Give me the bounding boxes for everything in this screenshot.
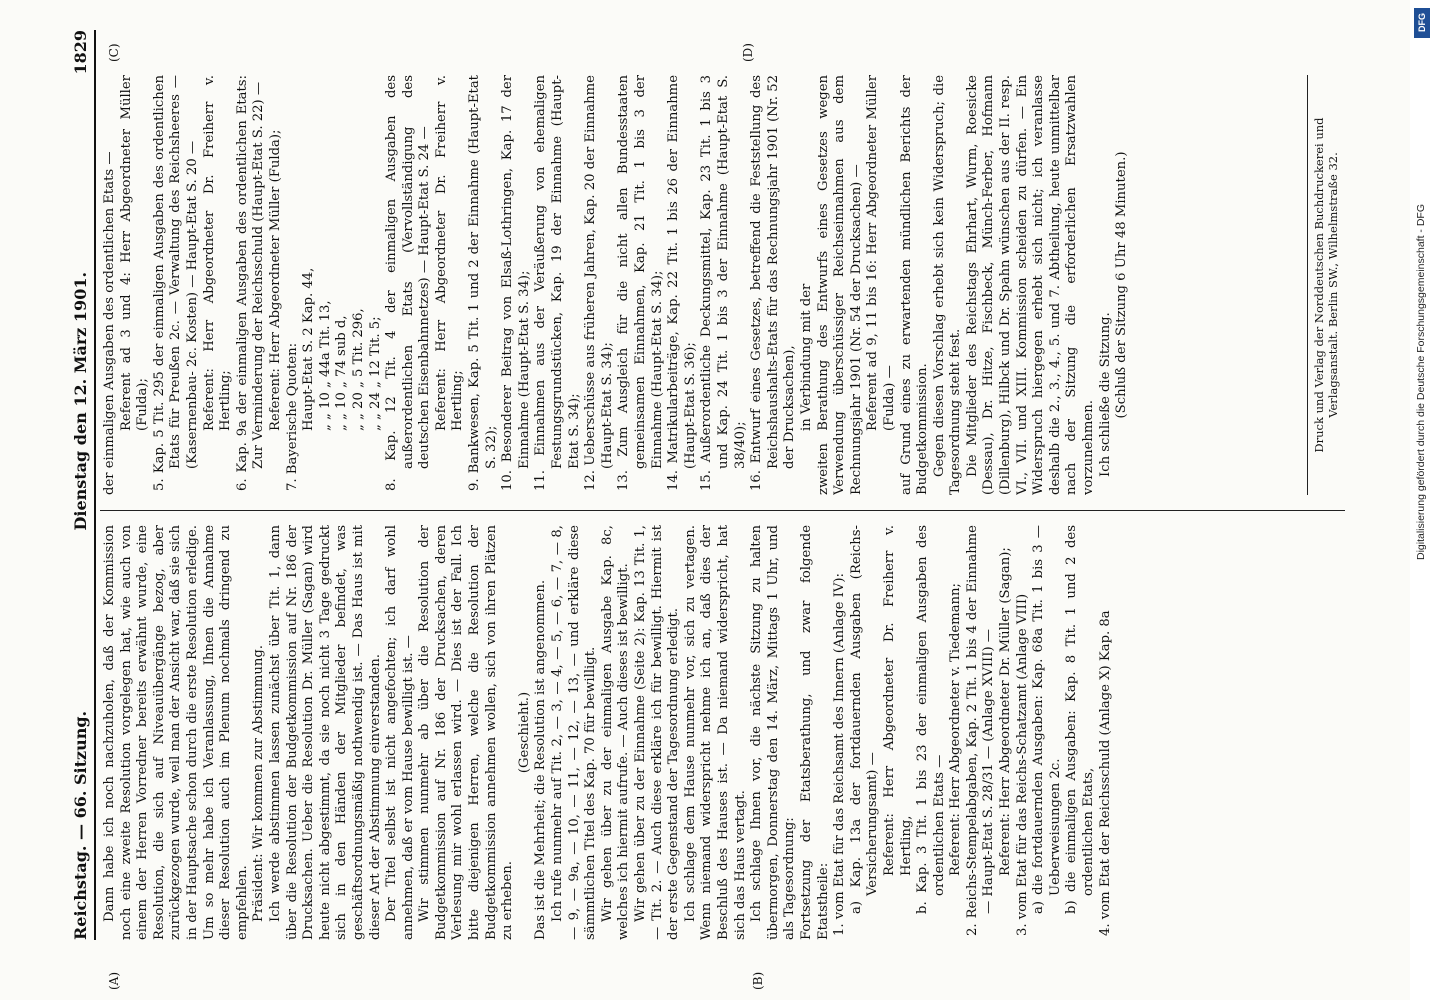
margin-marker-b: (B) xyxy=(751,971,765,990)
margin-marker-d: (D) xyxy=(741,43,755,62)
paragraph: Wir gehen über zu der Einnahme (Seite 2): Kap. 13 Tit. 1, — Tit. 2. — Auch diese erkläre ich für bewilligt. Hiermit ist der erste Gegenstand der Tagesordnung erledigt. xyxy=(633,525,682,940)
paragraph: 2. Reichs-Stempelabgaben, Kap. 2 Tit. 1 bis 4 der Einnahme — Haupt-Etat S. 28/31 — (Anlage XVIII) — xyxy=(964,525,997,936)
paragraph: 11. Einnahmen aus der Veräußerung von ehemaligen Festungsgrundstücken, Kap. 19 der Einnahme (Haupt-Etat S. 34); xyxy=(533,75,582,491)
paragraph: Fortsetzung der Etatsberathung, und zwar folgende Etatstheile: xyxy=(798,525,831,940)
paragraph: auf Grund eines zu erwartenden mündlichen Berichts der Budgetkommission. xyxy=(898,75,931,495)
paragraph: Ich schließe die Sitzung. xyxy=(1097,312,1113,477)
paragraph: der einmaligen Ausgaben des ordentlichen Etats — xyxy=(102,151,117,495)
dfg-note: Digitalisierung gefördert durch die Deutsche Forschungsgemeinschaft - DFG xyxy=(1415,203,1427,560)
paragraph: Ich schlage dem Hause nunmehr vor, sich zu vertagen. Wenn niemand widerspricht nehme ich an, daß dies der Beschluß des Hauses ist. — Da niemand widerspricht, hat sich das Haus vertagt. xyxy=(682,525,748,940)
printed-page xyxy=(40,0,1360,1000)
paragraph: Referent: Herr Abgeordneter Dr. Freiherr v. Hertling; xyxy=(201,75,234,431)
page-number: 1829 xyxy=(71,30,91,75)
paragraph: Die Mitglieder des Reichstags Ehrhart, Wurm, Roesicke (Dessau), Dr. Hitze, Fischbeck, Münch-Ferber, Hofmann (Dillenburg), Hilbck und Dr. Spahn wünschen aus der II. resp. VI., VII. und XIII. Kommission scheiden zu dürfen. — Ein Widerspruch hiergegen erhebt sich nicht; ich veranlasse deshalb die 2., 3., 4., 5. und 7. Abtheilung, heute unmittelbar nach der Sitzung die erforderlichen Ersatzwahlen vorzunehmen. xyxy=(964,75,1097,495)
paragraph: Referent: Herr Abgeordneter Müller (Fulda); xyxy=(267,129,283,431)
header-left: Reichstag. — 66. Sitzung. xyxy=(71,710,91,940)
margin-marker-a: (A) xyxy=(107,971,121,990)
right-column xyxy=(102,75,1332,495)
paragraph: 9. Bankwesen, Kap. 5 Tit. 1 und 2 der Einnahme (Haupt-Etat S. 32); xyxy=(467,75,499,491)
paragraph: Ich werde abstimmen lassen zunächst über Tit. 1, dann über die Resolution der Budgetkommission auf Nr. 186 der Drucksachen. Ueber die Resolution Dr. Müller (Sagan) wird heute nicht abgestimmt, da sie noch nicht 3 Tage gedruckt sich in den Händen der Mitglieder befindet, was geschäftsordnungsmäßig nothwendig ist. — Das Haus ist mit dieser Art der Abstimmung einverstanden. xyxy=(267,525,383,940)
paragraph: 6. Kap. 9a der einmaligen Ausgaben des ordentlichen Etats: Zur Verminderung der Reichsschuld (Haupt-Etat S. 22) — xyxy=(234,75,267,491)
header-right: Dienstag den 12. März 1901. xyxy=(71,271,91,531)
paragraph: Ich schlage Ihnen vor, die nächste Sitzung zu halten übermorgen, Donnerstag den 14. März, Mittags 1 Uhr, und als Tagesordnung: xyxy=(749,525,798,940)
paragraph: zweiten Berathung des Entwurfs eines Gesetzes wegen Verwendung überschüssiger Reichseinnahmen aus dem Rechnungsjahr 1901 (Nr. 54 der Drucksachen) — xyxy=(815,75,864,495)
paragraph: 13. Zum Ausgleich für die nicht allen Bundesstaaten gemeinsamen Einnahmen, Kap. 21 Tit. 1 bis 3 der Einnahme (Haupt-Etat S. 34); xyxy=(616,75,665,491)
paragraph: „ „ 20 „ 5 Tit. 296, xyxy=(350,308,366,431)
paragraph: 14. Matrikularbeiträge, Kap. 22 Tit. 1 bis 26 der Einnahme (Haupt-Etat S. 36); xyxy=(666,75,698,491)
paragraph: Ich rufe nunmehr auf Tit. 2, — 3, — 4, — 5, — 6, — 7, — 8, — 9, — 9a, — 10, — 11, — 12, — 13, — und erkläre diese sämmtlichen Titel des Kap. 70 für bewilligt. xyxy=(550,525,599,940)
page-header xyxy=(60,30,96,940)
paragraph: a) Kap. 13a der fortdauernden Ausgaben (Reichs-Versicherungsamt) — xyxy=(848,525,881,914)
paragraph: Referent ad 9, 11 bis 16: Herr Abgeordneter Müller (Fulda) — xyxy=(865,75,897,431)
paragraph: in Verbindung mit der xyxy=(798,283,814,431)
dfg-logo: DFG xyxy=(1414,8,1430,38)
paragraph: Haupt-Etat S. 2 Kap. 44, xyxy=(301,267,317,431)
paragraph: 16. Entwurf eines Gesetzes, betreffend die Feststellung des Reichshaushalts-Etats für das Rechnungsjahr 1901 (Nr. 52 der Drucksachen), xyxy=(749,75,798,491)
paragraph: 15. Außerordentliche Deckungsmittel, Kap. 23 Tit. 1 bis 3 und Kap. 24 Tit. 1 bis 3 der Einnahme (Haupt-Etat S. 38/40); xyxy=(699,75,748,491)
paragraph: Referent: Herr Abgeordneter Dr. Freiherr v. Hertling, xyxy=(881,525,914,876)
paragraph: „ „ 10 „ 44a Tit. 13, xyxy=(317,300,333,431)
paragraph: Referent: Herr Abgeordneter Dr. Freiherr v. Hertling; xyxy=(433,75,466,431)
paragraph: (Geschieht.) xyxy=(516,691,532,774)
paragraph: 5. Kap. 5 Tit. 295 der einmaligen Ausgaben des ordentlichen Etats für Preußen 2c. — Verwaltung des Reichsheeres — (Kasernenbau- 2c. Kosten) — Haupt-Etat S. 20 — xyxy=(151,75,200,491)
paragraph: b) die einmaligen Ausgaben: Kap. 8 Tit. 1 und 2 des ordentlichen Etats, xyxy=(1064,525,1097,914)
paragraph: 8. Kap. 12 Tit. 4 der einmaligen Ausgaben des außerordentlichen Etats (Vervollständigung des deutschen Eisenbahnnetzes) — Haupt-Etat S. 24 — xyxy=(384,75,433,491)
dfg-sidebar xyxy=(1410,0,1434,1000)
imprint: Druck und Verlag der Norddeutschen Buchdruckerei und Verlagsanstalt. Berlin SW., Wilhelmstraße 32. xyxy=(1307,75,1340,495)
paragraph: Referent: Herr Abgeordneter Dr. Müller (Sagan); xyxy=(998,547,1014,876)
paragraph: „ „ 24 „ 12 Tit. 5; xyxy=(367,316,383,431)
paragraph: 4. vom Etat der Reichsschuld (Anlage X) Kap. 8a xyxy=(1097,610,1113,936)
paragraph: 1. vom Etat für das Reichsamt des Innern (Anlage IV): xyxy=(832,573,848,936)
paragraph: (Schluß der Sitzung 6 Uhr 48 Minuten.) xyxy=(1114,151,1130,419)
left-column xyxy=(102,525,1332,940)
paragraph: Referent ad 3 und 4: Herr Abgeordneter Müller (Fulda); xyxy=(118,75,151,431)
margin-marker-c: (C) xyxy=(107,43,121,62)
paragraph: Wir stimmen nunmehr ab über die Resolution der Budgetkommission auf Nr. 186 der Drucksachen, deren Verlesung mir wohl erlassen wird. — Dies ist der Fall. Ich bitte diejenigen Herren, welche die Resolution der Budgetkommission annehmen wollen, sich von ihren Plätzen zu erheben. xyxy=(417,525,516,940)
paragraph: Der Titel selbst ist nicht angefochten; ich darf wohl annehmen, daß er vom Hause bewilligt ist. — xyxy=(384,525,416,940)
paragraph: 12. Ueberschüsse aus früheren Jahren, Kap. 20 der Einnahme (Haupt-Etat S. 34); xyxy=(583,75,615,491)
paragraph: 7. Bayerische Quoten: xyxy=(284,342,300,491)
paragraph: Gegen diesen Vorschlag erhebt sich kein Widerspruch; die Tagesordnung steht fest. xyxy=(931,75,964,495)
paragraph: Präsident: Wir kommen zur Abstimmung. xyxy=(251,645,267,922)
paragraph: Referent: Herr Abgeordneter v. Tiedemann; xyxy=(948,583,964,876)
paragraph: Das ist die Mehrheit; die Resolution ist angenommen. xyxy=(533,579,549,940)
paragraph: b. Kap. 3 Tit. 1 bis 23 der einmaligen Ausgaben des ordentlichen Etats — xyxy=(915,525,947,914)
paragraph: Wir gehen über zu der einmaligen Ausgabe Kap. 8c, welches ich hiermit aufrufe. — Auch dieses ist bewilligt. xyxy=(599,525,632,940)
column-divider xyxy=(100,510,1345,511)
paragraph: a) die fortdauernden Ausgaben: Kap. 68a Tit. 1 bis 3 — Ueberweisungen 2c. xyxy=(1031,525,1063,914)
paragraph: 3. vom Etat für das Reichs-Schatzamt (Anlage VIII) xyxy=(1014,593,1030,936)
paragraph: 10. Besonderer Beitrag von Elsaß-Lothringen, Kap. 17 der Einnahme (Haupt-Etat S. 34); xyxy=(500,75,532,491)
paragraph: Dann habe ich noch nachzuholen, daß der Kommission noch eine zweite Resolution vorgelegen hat, wie auch von einem der Herren Vorredner bereits erwähnt wurde, eine Resolution, die sich auf Niveauübergänge bezog, aber zurückgezogen wurde, weil man der Ansicht war, daß sie sich in der Hauptsache schon durch die erste Resolution erledige. Um so mehr habe ich Veranlassung, Ihnen die Annahme dieser Resolution auch im Plenum nochmals dringend zu empfehlen. xyxy=(102,525,250,940)
paragraph: „ „ 10 „ 74 sub d, xyxy=(334,315,350,431)
